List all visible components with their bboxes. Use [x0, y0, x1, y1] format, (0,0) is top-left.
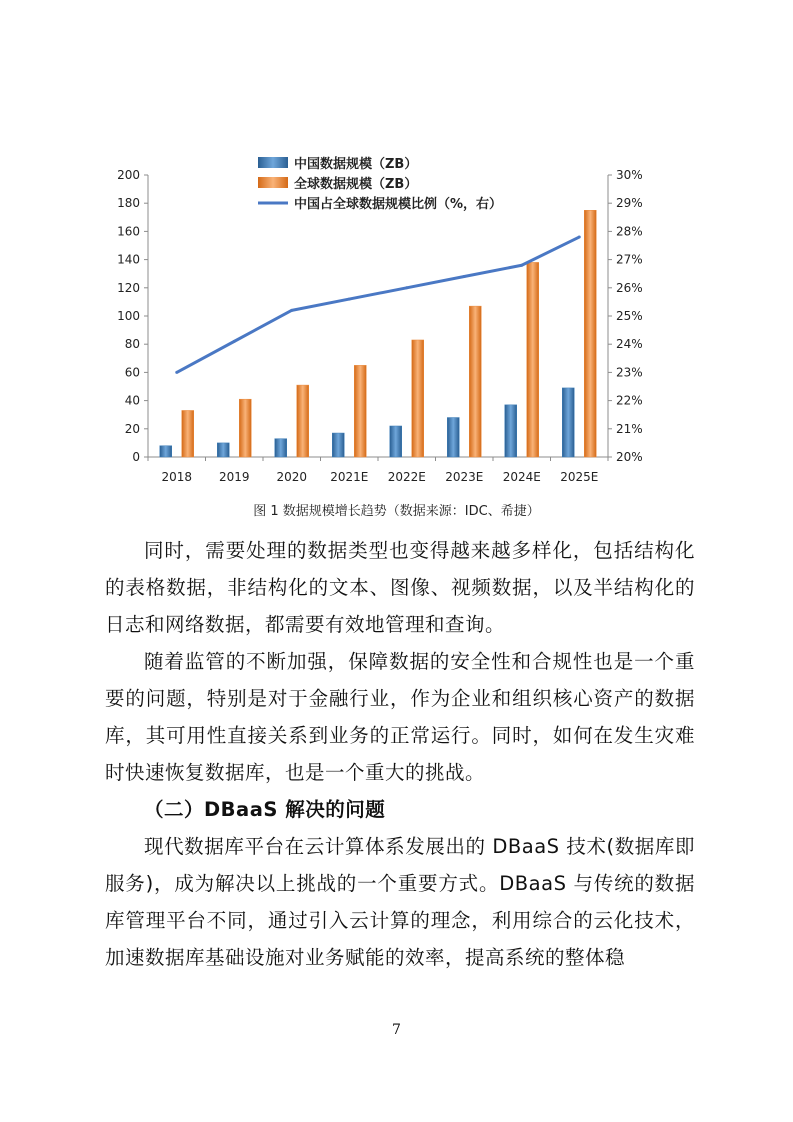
- y-right-tick-label: 29%: [616, 196, 643, 211]
- global-bar: [182, 410, 194, 457]
- global-bar: [469, 306, 481, 457]
- y-left-tick-label: 180: [117, 196, 140, 211]
- y-right-tick-label: 25%: [616, 309, 643, 323]
- x-tick-label: 2021E: [330, 470, 369, 484]
- section-heading: （二）DBaaS 解决的问题: [144, 798, 386, 821]
- y-left-tick-label: 120: [117, 280, 140, 295]
- china-bar: [217, 443, 229, 457]
- paragraph-1: 同时，需要处理的数据类型也变得越来越多样化，包括结构化的表格数据，非结构化的文本、图像、视频数据，以及半结构化的日志和网络数据，都需要有效地管理和查询。: [105, 539, 695, 636]
- y-right-tick-label: 22%: [616, 393, 643, 408]
- global-bar: [354, 365, 366, 457]
- y-right-tick-label: 30%: [616, 168, 643, 182]
- y-left-tick-label: 60: [124, 365, 140, 380]
- ratio-point: [520, 264, 523, 267]
- global-bar: [527, 262, 539, 457]
- body-text-block-1: [105, 532, 695, 976]
- china-bar: [447, 418, 459, 457]
- global-bar: [297, 385, 309, 457]
- legend-swatch-global: [258, 177, 288, 188]
- china-bar: [160, 446, 172, 457]
- global-bar: [584, 210, 596, 457]
- y-left-tick-label: 20: [124, 421, 140, 436]
- ratio-point: [578, 236, 581, 239]
- figure-caption: 图 1 数据规模增长趋势（数据来源：IDC、希捷）: [253, 504, 540, 519]
- chart: [100, 150, 680, 490]
- x-tick-label: 2025E: [560, 470, 599, 484]
- china-bar: [562, 388, 574, 457]
- y-right-tick-label: 20%: [616, 450, 643, 464]
- x-tick-label: 2018: [161, 470, 193, 484]
- y-right-tick-label: 21%: [616, 421, 643, 436]
- x-tick-label: 2024E: [502, 470, 541, 484]
- legend-swatch-china: [258, 157, 288, 168]
- y-right-tick-label: 28%: [616, 224, 643, 239]
- y-right-tick-label: 27%: [616, 252, 643, 267]
- y-left-tick-label: 160: [117, 224, 140, 239]
- y-left-tick-label: 0: [132, 450, 140, 464]
- x-tick-label: 2022E: [387, 470, 426, 484]
- paragraph-3: 现代数据库平台在云计算体系发展出的 DBaaS 技术(数据库即服务)，成为解决以上挑战的一个重要方式。DBaaS 与传统的数据库管理平台不同，通过引入云计算的理念，利用综合的云化技术，加速数据库基础设施对业务赋能的效率，提高系统的整体稳: [105, 835, 695, 969]
- china-bar: [332, 433, 344, 457]
- y-left-tick-label: 140: [117, 252, 140, 267]
- global-bar: [412, 340, 424, 457]
- china-bar: [390, 426, 402, 457]
- global-bar: [239, 399, 251, 457]
- page-number: 7: [392, 1022, 401, 1038]
- ratio-line: [177, 237, 580, 372]
- y-left-tick-label: 80: [124, 337, 140, 352]
- ratio-point: [463, 275, 466, 278]
- ratio-point: [233, 340, 236, 343]
- y-left-tick-label: 40: [124, 393, 140, 408]
- y-right-tick-label: 24%: [616, 337, 643, 352]
- y-left-tick-label: 100: [117, 309, 140, 323]
- legend-label: 中国占全球数据规模比例（%，右）: [294, 197, 503, 212]
- ratio-point: [348, 298, 351, 301]
- ratio-point: [290, 309, 293, 312]
- y-left-tick-label: 200: [117, 168, 140, 182]
- y-right-tick-label: 26%: [616, 280, 643, 295]
- legend-label: 中国数据规模（ZB）: [294, 157, 418, 172]
- ratio-point: [405, 286, 408, 289]
- china-bar: [275, 439, 287, 457]
- paragraph-2: 随着监管的不断加强，保障数据的安全性和合规性也是一个重要的问题，特别是对于金融行业，作为企业和组织核心资产的数据库，其可用性直接关系到业务的正常运行。同时，如何在发生灾难时快速恢复数据库，也是一个重大的挑战。: [105, 650, 695, 784]
- legend-label: 全球数据规模（ZB）: [294, 177, 418, 192]
- x-tick-label: 2019: [218, 470, 250, 484]
- ratio-point: [175, 371, 178, 374]
- china-bar: [505, 405, 517, 457]
- y-right-tick-label: 23%: [616, 365, 643, 380]
- x-tick-label: 2023E: [445, 470, 484, 484]
- data-scale-chart: [100, 150, 680, 490]
- x-tick-label: 2020: [276, 470, 308, 484]
